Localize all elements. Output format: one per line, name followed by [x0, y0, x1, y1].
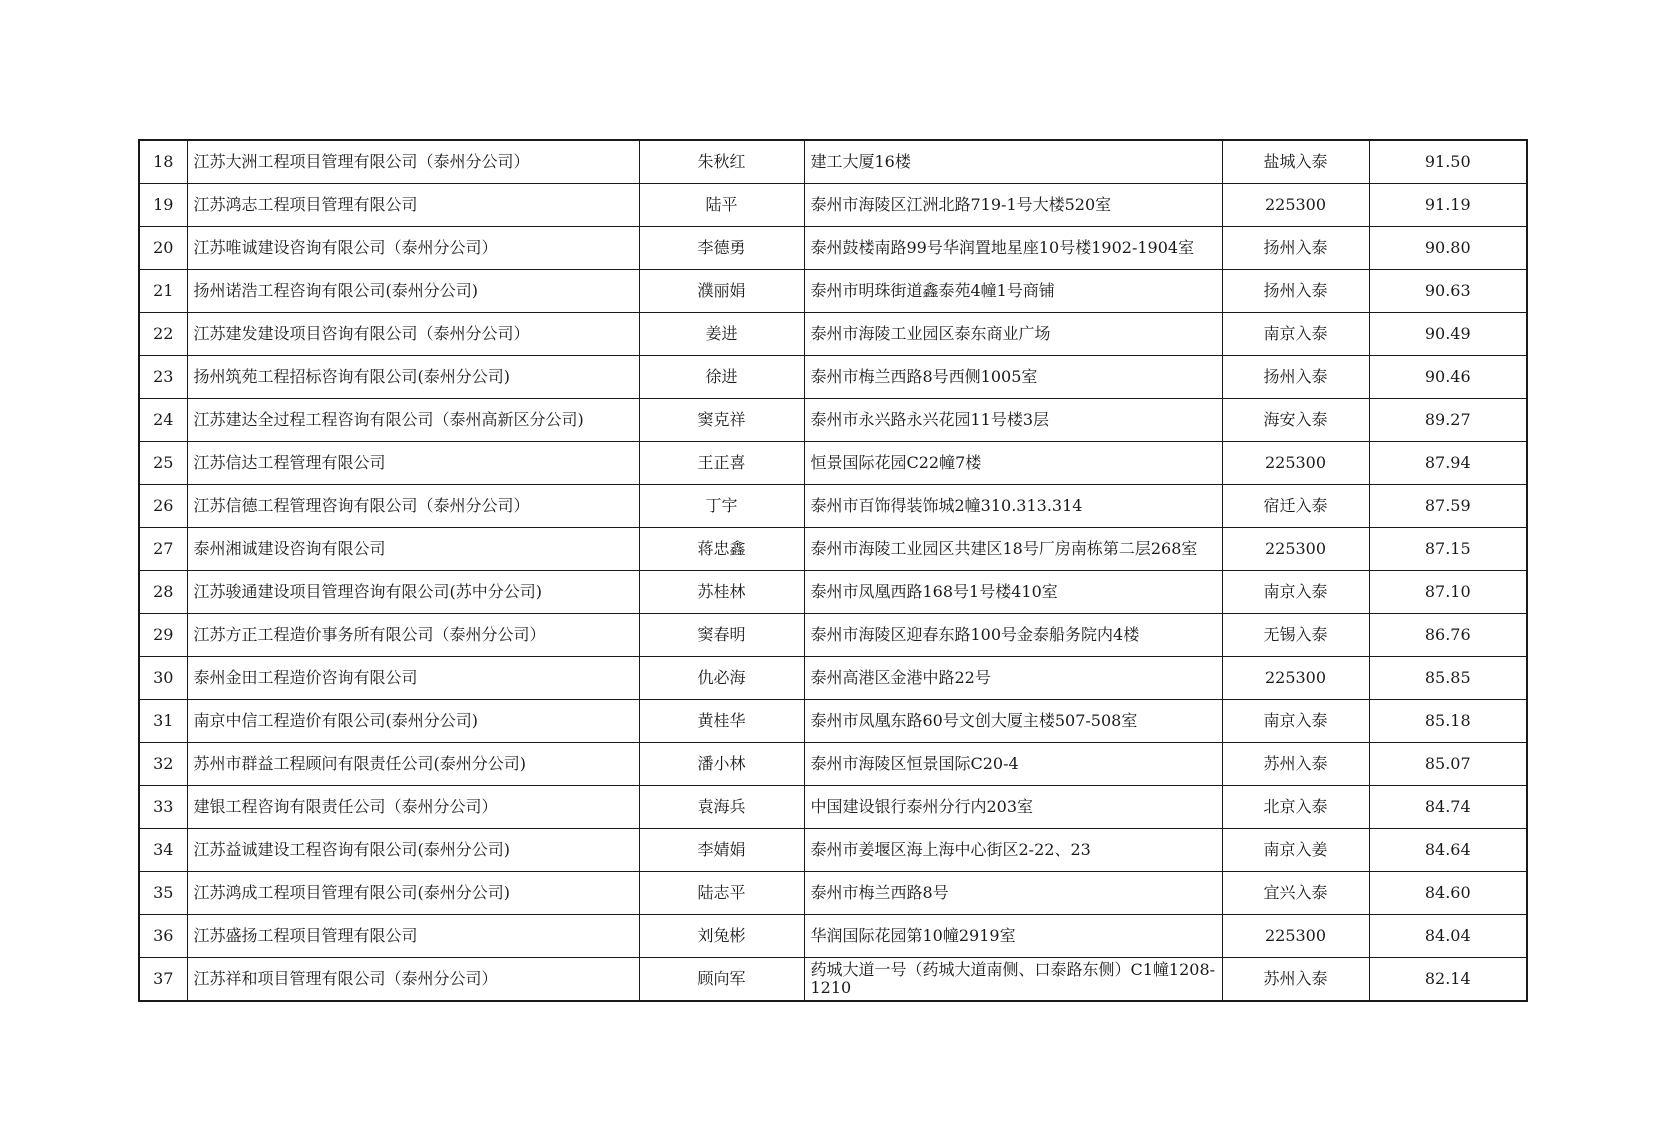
contact-person: 潘小林 — [639, 743, 804, 786]
contact-person: 顾向军 — [639, 958, 804, 1002]
office-address: 泰州高港区金港中路22号 — [804, 657, 1222, 700]
contact-person: 陆平 — [639, 184, 804, 227]
score-value: 91.50 — [1369, 140, 1527, 184]
company-table — [138, 139, 1528, 1002]
origin-note: 盐城入泰 — [1222, 140, 1369, 184]
score-value: 84.64 — [1369, 829, 1527, 872]
row-number: 34 — [139, 829, 187, 872]
row-number: 25 — [139, 442, 187, 485]
score-value: 90.80 — [1369, 227, 1527, 270]
row-number: 23 — [139, 356, 187, 399]
row-number: 35 — [139, 872, 187, 915]
office-address: 药城大道一号（药城大道南侧、口泰路东侧）C1幢1208-1210 — [804, 958, 1222, 1002]
company-list-page — [138, 139, 1526, 1002]
table-row — [139, 614, 1527, 657]
origin-note: 宜兴入泰 — [1222, 872, 1369, 915]
score-value: 90.49 — [1369, 313, 1527, 356]
origin-note: 扬州入泰 — [1222, 356, 1369, 399]
table-row — [139, 313, 1527, 356]
row-number: 19 — [139, 184, 187, 227]
score-value: 82.14 — [1369, 958, 1527, 1002]
score-value: 87.15 — [1369, 528, 1527, 571]
score-value: 90.63 — [1369, 270, 1527, 313]
score-value: 89.27 — [1369, 399, 1527, 442]
row-number: 36 — [139, 915, 187, 958]
office-address: 泰州市海陵工业园区共建区18号厂房南栋第二层268室 — [804, 528, 1222, 571]
row-number: 20 — [139, 227, 187, 270]
score-value: 85.85 — [1369, 657, 1527, 700]
row-number: 22 — [139, 313, 187, 356]
contact-person: 王正喜 — [639, 442, 804, 485]
company-name: 江苏益诚建设工程咨询有限公司(泰州分公司) — [187, 829, 639, 872]
contact-person: 苏桂林 — [639, 571, 804, 614]
score-value: 84.04 — [1369, 915, 1527, 958]
origin-note: 苏州入泰 — [1222, 743, 1369, 786]
score-value: 87.10 — [1369, 571, 1527, 614]
company-name: 江苏祥和项目管理有限公司（泰州分公司） — [187, 958, 639, 1002]
origin-note: 南京入泰 — [1222, 571, 1369, 614]
company-name: 江苏信达工程管理有限公司 — [187, 442, 639, 485]
origin-note: 南京入姜 — [1222, 829, 1369, 872]
office-address: 恒景国际花园C22幢7楼 — [804, 442, 1222, 485]
origin-note: 苏州入泰 — [1222, 958, 1369, 1002]
office-address: 泰州市梅兰西路8号西侧1005室 — [804, 356, 1222, 399]
table-row — [139, 399, 1527, 442]
origin-note: 扬州入泰 — [1222, 270, 1369, 313]
company-name: 扬州诺浩工程咨询有限公司(泰州分公司) — [187, 270, 639, 313]
company-name: 江苏方正工程造价事务所有限公司（泰州分公司） — [187, 614, 639, 657]
company-name: 苏州市群益工程顾问有限责任公司(泰州分公司) — [187, 743, 639, 786]
contact-person: 仇必海 — [639, 657, 804, 700]
origin-note: 225300 — [1222, 915, 1369, 958]
contact-person: 徐进 — [639, 356, 804, 399]
table-row — [139, 442, 1527, 485]
origin-note: 南京入泰 — [1222, 700, 1369, 743]
score-value: 86.76 — [1369, 614, 1527, 657]
company-name: 江苏唯诚建设咨询有限公司（泰州分公司） — [187, 227, 639, 270]
company-name: 江苏鸿成工程项目管理有限公司(泰州分公司) — [187, 872, 639, 915]
office-address: 泰州市姜堰区海上海中心街区2-22、23 — [804, 829, 1222, 872]
company-name: 泰州湘诚建设咨询有限公司 — [187, 528, 639, 571]
row-number: 27 — [139, 528, 187, 571]
score-value: 87.59 — [1369, 485, 1527, 528]
contact-person: 刘兔彬 — [639, 915, 804, 958]
table-row — [139, 270, 1527, 313]
office-address: 泰州市海陵区恒景国际C20-4 — [804, 743, 1222, 786]
office-address: 建工大厦16楼 — [804, 140, 1222, 184]
table-row — [139, 958, 1527, 1002]
score-value: 84.60 — [1369, 872, 1527, 915]
contact-person: 黄桂华 — [639, 700, 804, 743]
score-value: 91.19 — [1369, 184, 1527, 227]
office-address: 泰州市海陵工业园区泰东商业广场 — [804, 313, 1222, 356]
office-address: 泰州市明珠街道鑫泰苑4幢1号商铺 — [804, 270, 1222, 313]
table-row — [139, 657, 1527, 700]
contact-person: 丁宇 — [639, 485, 804, 528]
origin-note: 海安入泰 — [1222, 399, 1369, 442]
row-number: 32 — [139, 743, 187, 786]
origin-note: 225300 — [1222, 442, 1369, 485]
office-address: 泰州市百饰得装饰城2幢310.313.314 — [804, 485, 1222, 528]
origin-note: 225300 — [1222, 528, 1369, 571]
score-value: 85.18 — [1369, 700, 1527, 743]
company-name: 建银工程咨询有限责任公司（泰州分公司） — [187, 786, 639, 829]
table-row — [139, 528, 1527, 571]
table-row — [139, 571, 1527, 614]
table-row — [139, 829, 1527, 872]
office-address: 中国建设银行泰州分行内203室 — [804, 786, 1222, 829]
row-number: 28 — [139, 571, 187, 614]
company-name: 江苏大洲工程项目管理有限公司（泰州分公司） — [187, 140, 639, 184]
table-row — [139, 786, 1527, 829]
table-row — [139, 227, 1527, 270]
table-row — [139, 140, 1527, 184]
origin-note: 南京入泰 — [1222, 313, 1369, 356]
company-name: 江苏建发建设项目咨询有限公司（泰州分公司） — [187, 313, 639, 356]
row-number: 30 — [139, 657, 187, 700]
origin-note: 扬州入泰 — [1222, 227, 1369, 270]
table-row — [139, 700, 1527, 743]
table-row — [139, 356, 1527, 399]
contact-person: 朱秋红 — [639, 140, 804, 184]
office-address: 泰州市永兴路永兴花园11号楼3层 — [804, 399, 1222, 442]
score-value: 90.46 — [1369, 356, 1527, 399]
contact-person: 窦春明 — [639, 614, 804, 657]
office-address: 泰州市海陵区迎春东路100号金泰船务院内4楼 — [804, 614, 1222, 657]
contact-person: 李婧娟 — [639, 829, 804, 872]
company-name: 江苏鸿志工程项目管理有限公司 — [187, 184, 639, 227]
office-address: 泰州市凤凰东路60号文创大厦主楼507-508室 — [804, 700, 1222, 743]
office-address: 泰州鼓楼南路99号华润置地星座10号楼1902-1904室 — [804, 227, 1222, 270]
contact-person: 姜进 — [639, 313, 804, 356]
office-address: 泰州市梅兰西路8号 — [804, 872, 1222, 915]
row-number: 18 — [139, 140, 187, 184]
contact-person: 李德勇 — [639, 227, 804, 270]
company-name: 江苏盛扬工程项目管理有限公司 — [187, 915, 639, 958]
contact-person: 陆志平 — [639, 872, 804, 915]
origin-note: 北京入泰 — [1222, 786, 1369, 829]
origin-note: 225300 — [1222, 657, 1369, 700]
origin-note: 225300 — [1222, 184, 1369, 227]
score-value: 84.74 — [1369, 786, 1527, 829]
table-row — [139, 485, 1527, 528]
company-name: 江苏信德工程管理咨询有限公司（泰州分公司） — [187, 485, 639, 528]
row-number: 29 — [139, 614, 187, 657]
row-number: 31 — [139, 700, 187, 743]
row-number: 21 — [139, 270, 187, 313]
origin-note: 宿迁入泰 — [1222, 485, 1369, 528]
contact-person: 蒋忠鑫 — [639, 528, 804, 571]
company-name: 江苏建达全过程工程咨询有限公司（泰州高新区分公司) — [187, 399, 639, 442]
table-row — [139, 915, 1527, 958]
contact-person: 濮丽娟 — [639, 270, 804, 313]
row-number: 26 — [139, 485, 187, 528]
contact-person: 窦克祥 — [639, 399, 804, 442]
contact-person: 袁海兵 — [639, 786, 804, 829]
row-number: 24 — [139, 399, 187, 442]
table-row — [139, 184, 1527, 227]
company-name: 扬州筑苑工程招标咨询有限公司(泰州分公司) — [187, 356, 639, 399]
table-row — [139, 743, 1527, 786]
score-value: 87.94 — [1369, 442, 1527, 485]
company-name: 江苏骏通建设项目管理咨询有限公司(苏中分公司) — [187, 571, 639, 614]
company-name: 南京中信工程造价有限公司(泰州分公司) — [187, 700, 639, 743]
row-number: 37 — [139, 958, 187, 1002]
score-value: 85.07 — [1369, 743, 1527, 786]
origin-note: 无锡入泰 — [1222, 614, 1369, 657]
company-name: 泰州金田工程造价咨询有限公司 — [187, 657, 639, 700]
office-address: 泰州市凤凰西路168号1号楼410室 — [804, 571, 1222, 614]
table-body — [139, 140, 1527, 1001]
row-number: 33 — [139, 786, 187, 829]
office-address: 华润国际花园第10幢2919室 — [804, 915, 1222, 958]
office-address: 泰州市海陵区江洲北路719-1号大楼520室 — [804, 184, 1222, 227]
table-row — [139, 872, 1527, 915]
